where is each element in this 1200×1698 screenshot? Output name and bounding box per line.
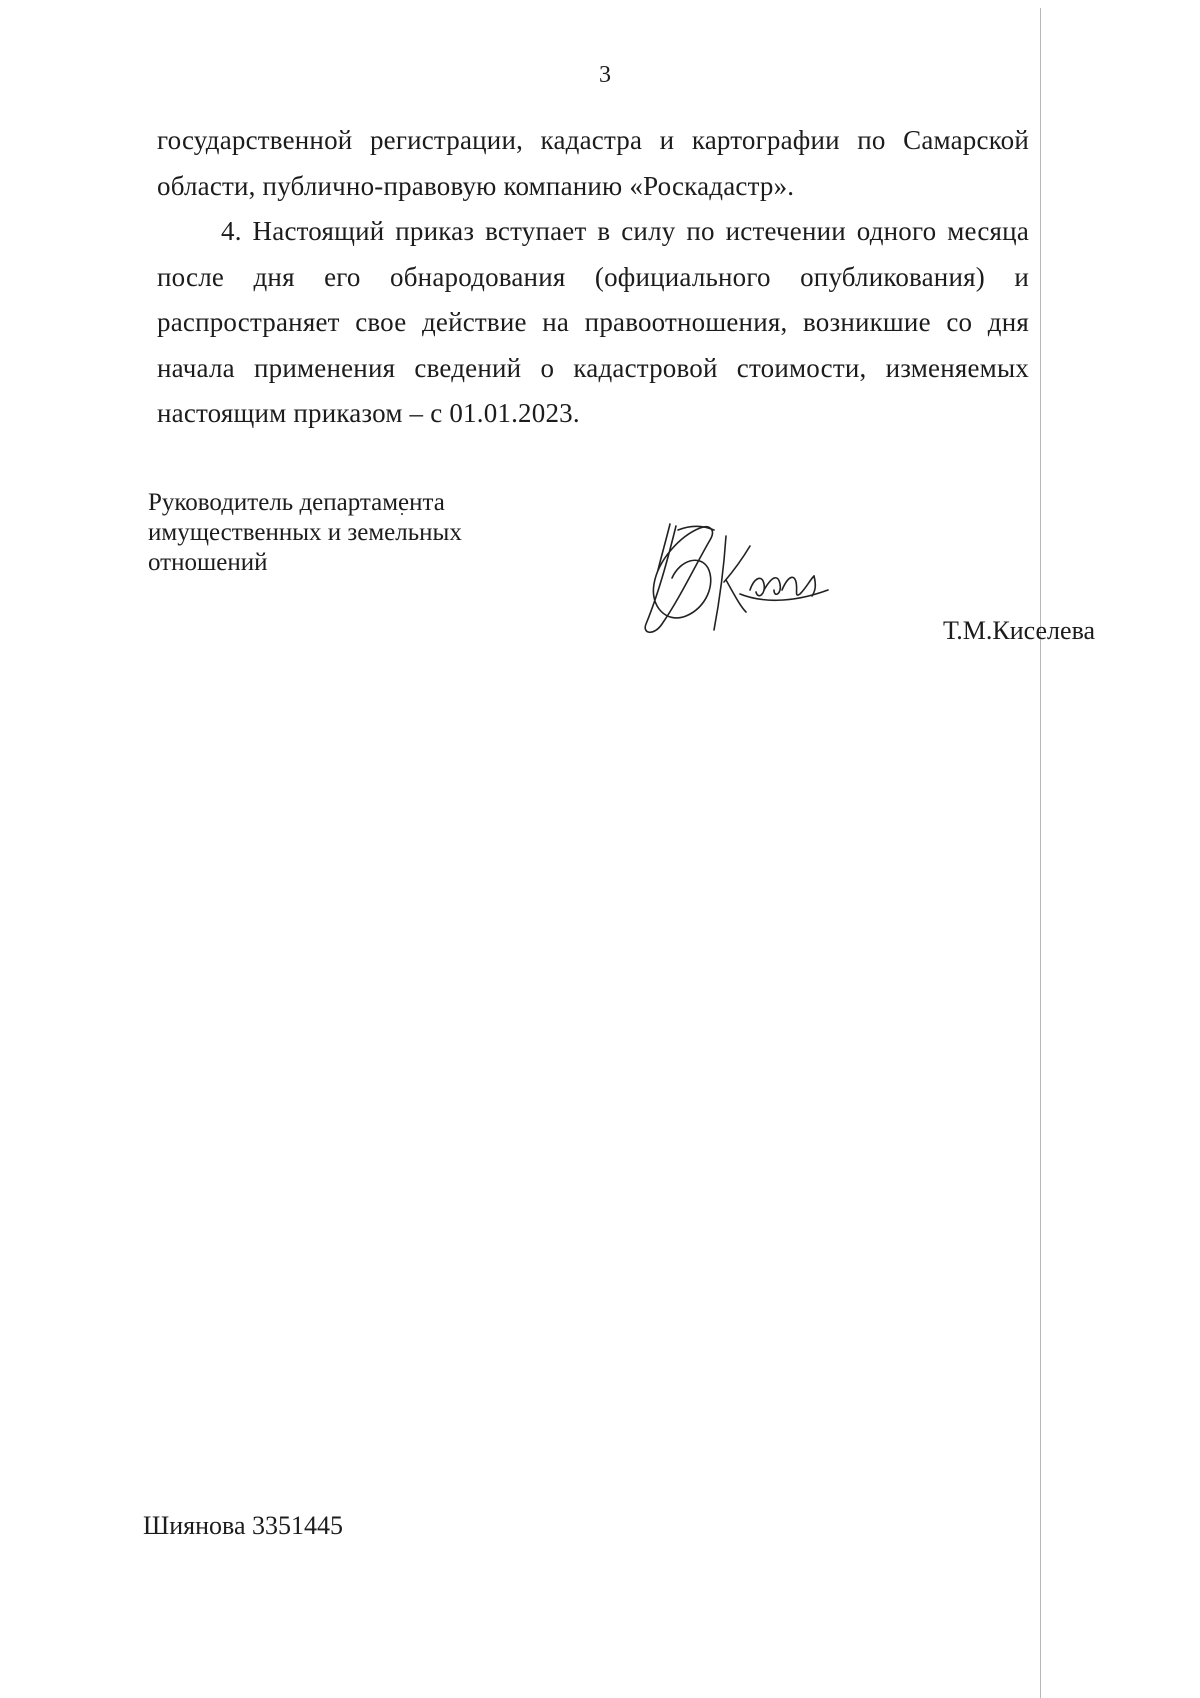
page-number: 3 (599, 62, 611, 88)
executor-contact: Шиянова 3351445 (143, 1511, 343, 1540)
signer-position (148, 488, 462, 578)
signer-name: Т.М.Киселева (943, 616, 1096, 645)
scan-edge-line (1040, 8, 1041, 1698)
body-text (157, 118, 1029, 437)
paragraph-item-4: 4. Настоящий приказ вступает в силу по истечении одного месяца после дня его обнародования (официального опубликования) и распространяет свое действие на правоотношения, возникшие со дня начала применения сведений о кадастровой стоимости, изменяемых настоящим приказом – с 01.01.2023. (157, 216, 1029, 428)
signer-position-line: имущественных и земельных (148, 519, 462, 546)
handwritten-signature (640, 520, 850, 640)
signer-position-line: Руководитель департамента (148, 489, 445, 516)
signer-position-line: отношений (148, 549, 268, 576)
paragraph-continuation: государственной регистрации, кадастра и картографии по Самарской области, публично-правовую компанию «Роскадастр». (157, 125, 1029, 201)
